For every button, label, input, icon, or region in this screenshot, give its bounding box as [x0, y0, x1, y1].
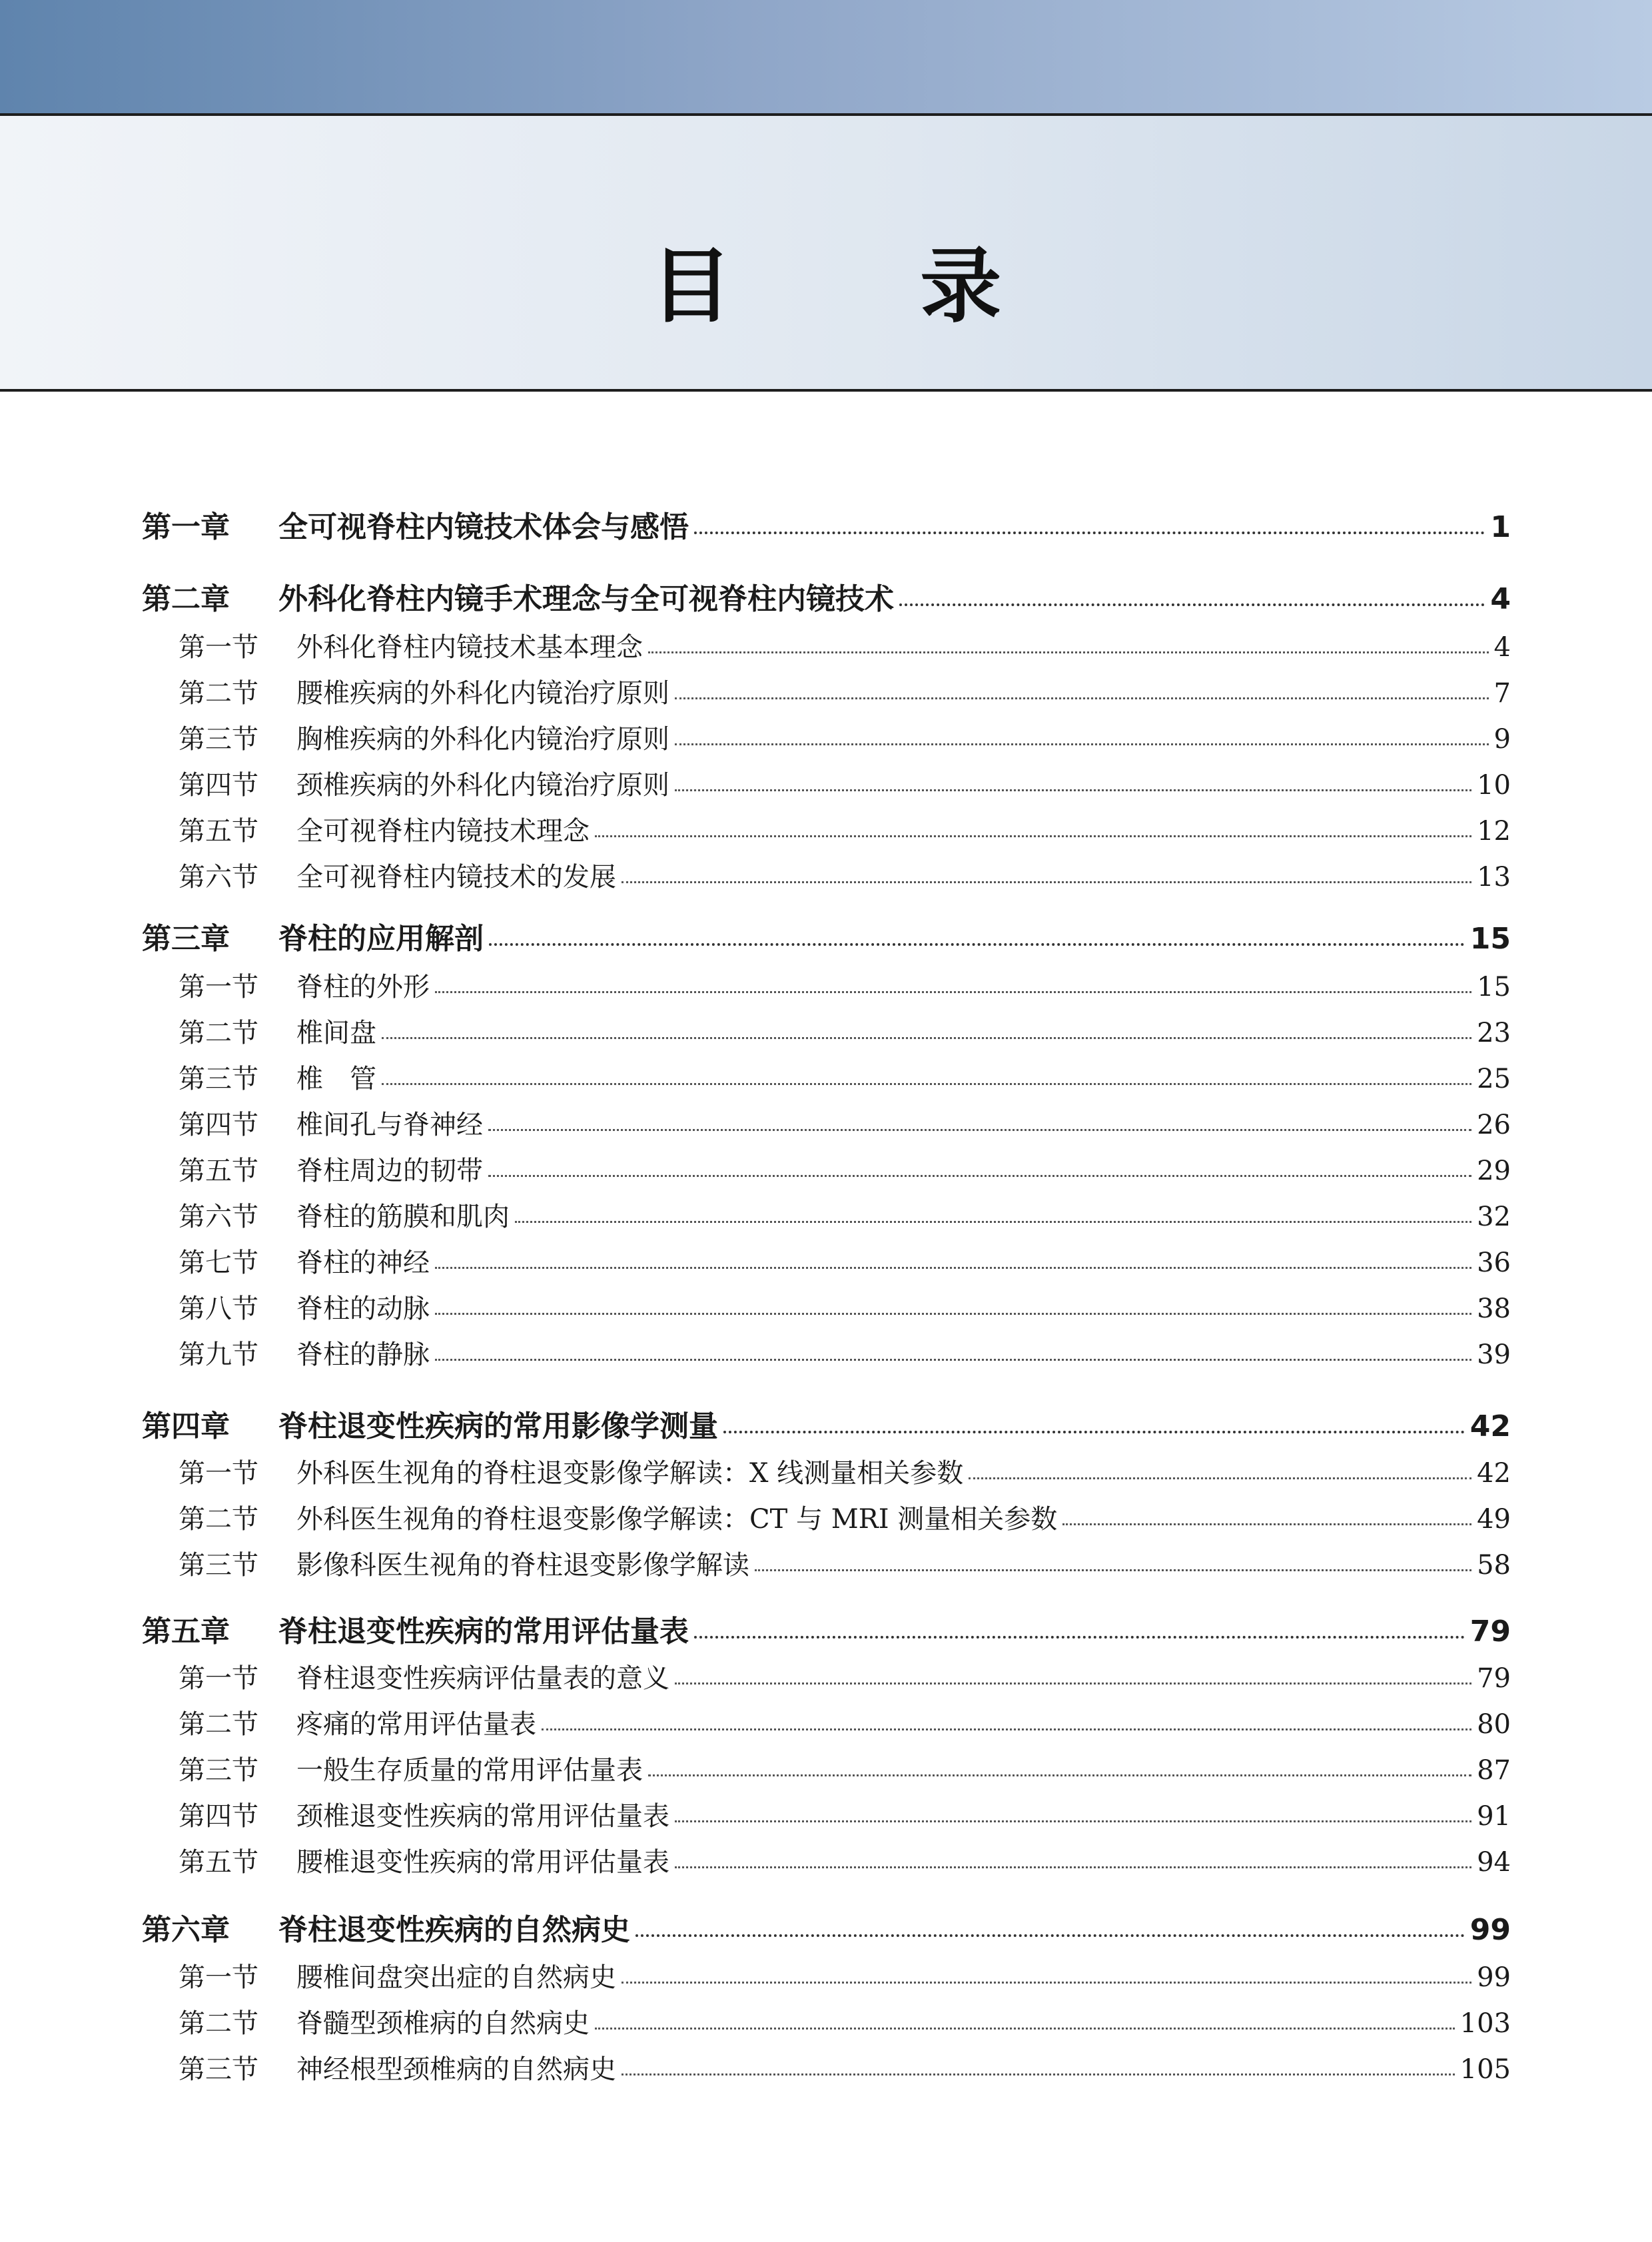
dot-leader [635, 1930, 1465, 1937]
toc-entry-number: 第四节 [179, 1110, 258, 1140]
dot-leader [382, 1033, 1471, 1039]
toc-entry-title: 脊柱的动脉 [296, 1294, 430, 1324]
dot-leader [542, 1724, 1471, 1730]
toc-entry-label [179, 1196, 510, 1234]
toc-entry-label [179, 1956, 616, 1994]
toc-entry-title: 颈椎疾病的外科化内镜治疗原则 [296, 770, 669, 801]
dot-leader [435, 987, 1471, 993]
toc-section-row[interactable] [142, 966, 1511, 1012]
toc-page-number: 9 [1493, 724, 1511, 755]
dot-leader [435, 1309, 1471, 1315]
toc-entry-label [179, 810, 590, 848]
toc-page-number: 13 [1477, 862, 1511, 893]
toc-section-row[interactable] [142, 1749, 1511, 1796]
dot-leader [675, 693, 1489, 699]
toc-page-number: 103 [1459, 2008, 1511, 2039]
dot-leader [621, 2069, 1455, 2075]
dot-leader [675, 1862, 1471, 1868]
toc-entry-title: 疼痛的常用评估量表 [296, 1709, 536, 1740]
toc-entry-title: 胸椎疾病的外科化内镜治疗原则 [296, 724, 669, 755]
toc-entry-number: 第二章 [142, 582, 230, 616]
toc-entry-label [142, 1402, 718, 1445]
toc-section-row[interactable] [142, 1795, 1511, 1842]
toc-page-number: 1 [1490, 510, 1511, 544]
toc-entry-number: 第三节 [179, 1550, 258, 1581]
toc-page-number: 94 [1477, 1847, 1511, 1878]
toc-page-number: 32 [1477, 1202, 1511, 1232]
toc-page-number: 91 [1477, 1801, 1511, 1832]
toc-entry-title: 全可视脊柱内镜技术的发展 [296, 862, 616, 893]
toc-section-row[interactable] [142, 1544, 1511, 1591]
toc-section-row[interactable] [142, 1703, 1511, 1750]
toc-entry-label [142, 575, 894, 617]
toc-entry-number: 第二节 [179, 1504, 258, 1535]
toc-entry-title: 影像科医生视角的脊柱退变影像学解读 [296, 1550, 749, 1581]
toc-section-row[interactable] [142, 1288, 1511, 1334]
toc-section-row[interactable] [142, 1150, 1511, 1196]
toc-entry-title: 腰椎退变性疾病的常用评估量表 [296, 1847, 669, 1878]
toc-entry-label [179, 1749, 643, 1787]
dot-leader [489, 939, 1465, 946]
toc-page-number: 99 [1477, 1962, 1511, 1993]
toc-entry-title: 一般生存质量的常用评估量表 [296, 1755, 643, 1786]
toc-entry-title: 脊柱退变性疾病评估量表的意义 [296, 1663, 669, 1694]
toc-chapter-row[interactable] [142, 575, 1511, 621]
toc-page-number: 10 [1477, 770, 1511, 801]
toc-entry-title: 外科医生视角的脊柱退变影像学解读：X 线测量相关参数 [296, 1458, 964, 1489]
toc-entry-number: 第三节 [179, 2054, 258, 2085]
toc-entry-label [142, 1906, 630, 1948]
dot-leader [694, 1632, 1465, 1639]
toc-entry-title: 脊柱退变性疾病的常用评估量表 [278, 1615, 689, 1649]
dot-leader [595, 2024, 1455, 2030]
toc-entry-title: 脊柱退变性疾病的自然病史 [278, 1913, 630, 1947]
toc-entry-label [179, 2002, 590, 2040]
toc-entry-label [179, 856, 616, 894]
dot-leader [1062, 1519, 1471, 1525]
toc-entry-label [179, 672, 669, 710]
toc-entry-label [179, 1150, 483, 1188]
toc-section-row[interactable] [142, 1196, 1511, 1242]
toc-entry-number: 第二节 [179, 678, 258, 709]
toc-entry-label [179, 1058, 376, 1096]
toc-entry-number: 第一节 [179, 632, 258, 663]
dot-leader [648, 647, 1489, 653]
dot-leader [621, 877, 1471, 883]
toc-entry-label [179, 718, 669, 756]
toc-entry-number: 第一节 [179, 972, 258, 1002]
toc-entry-number: 第五节 [179, 1847, 258, 1878]
dot-leader [694, 528, 1485, 534]
toc-page-number: 39 [1477, 1339, 1511, 1370]
toc-page-number: 105 [1459, 2054, 1511, 2085]
dot-leader [675, 739, 1489, 745]
toc-page-number: 7 [1493, 678, 1511, 709]
toc-section-row[interactable] [142, 1333, 1511, 1380]
toc-chapter-row[interactable] [142, 1607, 1511, 1654]
toc-entry-number: 第三节 [179, 1755, 258, 1786]
toc-entry-number: 第一节 [179, 1663, 258, 1694]
toc-page-number: 42 [1469, 1409, 1511, 1443]
toc-page-number: 15 [1469, 922, 1511, 956]
toc-entry-number: 第三节 [179, 1064, 258, 1094]
toc-entry-title: 腰椎疾病的外科化内镜治疗原则 [296, 678, 669, 709]
toc-section-row[interactable] [142, 626, 1511, 673]
toc-entry-label [179, 1795, 669, 1833]
toc-entry-label [179, 1104, 483, 1142]
toc-entry-title: 外科化脊柱内镜手术理念与全可视脊柱内镜技术 [278, 582, 894, 616]
toc-entry-title: 颈椎退变性疾病的常用评估量表 [296, 1801, 669, 1832]
toc-page-number: 79 [1469, 1615, 1511, 1649]
toc-entry-title: 外科化脊柱内镜技术基本理念 [296, 632, 643, 663]
toc-entry-title: 脊柱的应用解剖 [278, 922, 484, 956]
toc-entry-number: 第四章 [142, 1409, 230, 1443]
toc-section-row[interactable] [142, 1452, 1511, 1499]
toc-entry-label [179, 764, 669, 802]
toc-entry-label [179, 1544, 749, 1582]
toc-entry-number: 第六章 [142, 1913, 230, 1947]
dot-leader [755, 1565, 1471, 1571]
toc-section-row[interactable] [142, 1841, 1511, 1888]
toc-page-number: 58 [1477, 1550, 1511, 1581]
toc-section-row[interactable] [142, 1956, 1511, 2003]
toc-entry-label [179, 966, 430, 1004]
toc-entry-number: 第五章 [142, 1615, 230, 1649]
dot-leader [515, 1217, 1471, 1223]
toc-chapter-row[interactable] [142, 503, 1511, 550]
dot-leader [382, 1079, 1471, 1085]
toc-entry-title: 脊柱的外形 [296, 972, 430, 1002]
toc-page-number: 4 [1490, 582, 1511, 616]
toc-page-number: 12 [1477, 816, 1511, 847]
toc-section-row[interactable] [142, 672, 1511, 719]
toc-entry-label [179, 1012, 376, 1050]
toc-page-number: 4 [1493, 632, 1511, 663]
toc-entry-number: 第二节 [179, 2008, 258, 2039]
toc-page-number: 87 [1477, 1755, 1511, 1786]
dot-leader [435, 1263, 1471, 1269]
toc-section-row[interactable] [142, 810, 1511, 857]
toc-section-row[interactable] [142, 1012, 1511, 1058]
toc-entry-number: 第一节 [179, 1458, 258, 1489]
toc-entry-number: 第四节 [179, 770, 258, 801]
dot-leader [969, 1473, 1471, 1479]
toc-entry-number: 第三章 [142, 922, 230, 956]
dot-leader [621, 1978, 1471, 1984]
toc-entry-title: 外科医生视角的脊柱退变影像学解读：CT 与 MRI 测量相关参数 [296, 1504, 1058, 1535]
toc-entry-number: 第三节 [179, 724, 258, 755]
toc-chapter-row[interactable] [142, 915, 1511, 961]
dot-leader [488, 1171, 1471, 1177]
toc-page-number: 29 [1477, 1156, 1511, 1186]
toc-entry-title: 脊柱的神经 [296, 1248, 430, 1278]
toc-page-number: 80 [1477, 1709, 1511, 1740]
toc-section-row[interactable] [142, 1498, 1511, 1545]
toc-page-number: 79 [1477, 1663, 1511, 1694]
toc-entry-number: 第一章 [142, 510, 230, 544]
toc-section-row[interactable] [142, 856, 1511, 903]
toc-page-number: 36 [1477, 1248, 1511, 1278]
toc-entry-title: 椎间孔与脊神经 [296, 1110, 483, 1140]
toc-entry-number: 第六节 [179, 1202, 258, 1232]
toc-entry-label [179, 626, 643, 664]
toc-entry-label [142, 1607, 689, 1650]
page-title: 目 录 [650, 238, 1082, 334]
toc-entry-label [142, 915, 484, 957]
toc-entry-number: 第五节 [179, 816, 258, 847]
toc-entry-label [179, 1841, 669, 1879]
toc-entry-title: 全可视脊柱内镜技术体会与感悟 [278, 510, 689, 544]
toc-section-row[interactable] [142, 2002, 1511, 2049]
toc-section-row[interactable] [142, 718, 1511, 765]
toc-section-row[interactable] [142, 1058, 1511, 1104]
toc-page-number: 26 [1477, 1110, 1511, 1140]
dot-leader [899, 599, 1485, 606]
dot-leader [675, 1679, 1471, 1684]
toc-entry-label [179, 1242, 430, 1280]
toc-entry-title: 椎 管 [296, 1064, 376, 1094]
toc-entry-label [179, 1288, 430, 1325]
toc-entry-number: 第二节 [179, 1018, 258, 1048]
toc-section-row[interactable] [142, 1242, 1511, 1288]
toc-entry-title: 脊柱退变性疾病的常用影像学测量 [278, 1409, 718, 1443]
toc-entry-label [179, 1703, 536, 1741]
toc-entry-number: 第九节 [179, 1339, 258, 1370]
toc-page-number: 49 [1477, 1504, 1511, 1535]
toc-chapter-row[interactable] [142, 1906, 1511, 1952]
dot-leader [723, 1427, 1465, 1433]
toc-entry-label [142, 503, 689, 546]
toc-entry-number: 第八节 [179, 1294, 258, 1324]
toc-entry-title: 神经根型颈椎病的自然病史 [296, 2054, 616, 2085]
toc-entry-number: 第一节 [179, 1962, 258, 1993]
dot-leader [648, 1770, 1471, 1776]
toc-entry-title: 椎间盘 [296, 1018, 376, 1048]
toc-chapter-row[interactable] [142, 1402, 1511, 1449]
toc-page-number: 99 [1469, 1913, 1511, 1947]
toc-entry-title: 脊髓型颈椎病的自然病史 [296, 2008, 590, 2039]
toc-section-row[interactable] [142, 764, 1511, 811]
toc-entry-title: 全可视脊柱内镜技术理念 [296, 816, 590, 847]
toc-entry-number: 第四节 [179, 1801, 258, 1832]
toc-entry-label [179, 1498, 1057, 1536]
toc-entry-label [179, 1333, 430, 1371]
dot-leader [488, 1125, 1471, 1131]
dot-leader [675, 1816, 1471, 1822]
toc-page-number: 15 [1477, 972, 1511, 1002]
toc-page-number: 25 [1477, 1064, 1511, 1094]
toc-entry-title: 脊柱周边的韧带 [296, 1156, 483, 1186]
toc-entry-title: 腰椎间盘突出症的自然病史 [296, 1962, 616, 1993]
toc-entry-number: 第六节 [179, 862, 258, 893]
toc-entry-number: 第二节 [179, 1709, 258, 1740]
toc-entry-number: 第五节 [179, 1156, 258, 1186]
toc-entry-label [179, 1657, 669, 1695]
toc-entry-title: 脊柱的静脉 [296, 1339, 430, 1370]
dot-leader [435, 1355, 1471, 1361]
dot-leader [675, 785, 1471, 791]
toc-page-number: 23 [1477, 1018, 1511, 1048]
toc-entry-title: 脊柱的筋膜和肌肉 [296, 1202, 510, 1232]
toc-page-number: 42 [1477, 1458, 1511, 1489]
toc-entry-label [179, 2048, 616, 2086]
toc-section-row[interactable] [142, 1657, 1511, 1704]
toc-page-number: 38 [1477, 1294, 1511, 1324]
dot-leader [595, 831, 1471, 837]
toc-entry-number: 第七节 [179, 1248, 258, 1278]
toc-entry-label [179, 1452, 963, 1490]
toc-section-row[interactable] [142, 1104, 1511, 1150]
toc-section-row[interactable] [142, 2048, 1511, 2095]
